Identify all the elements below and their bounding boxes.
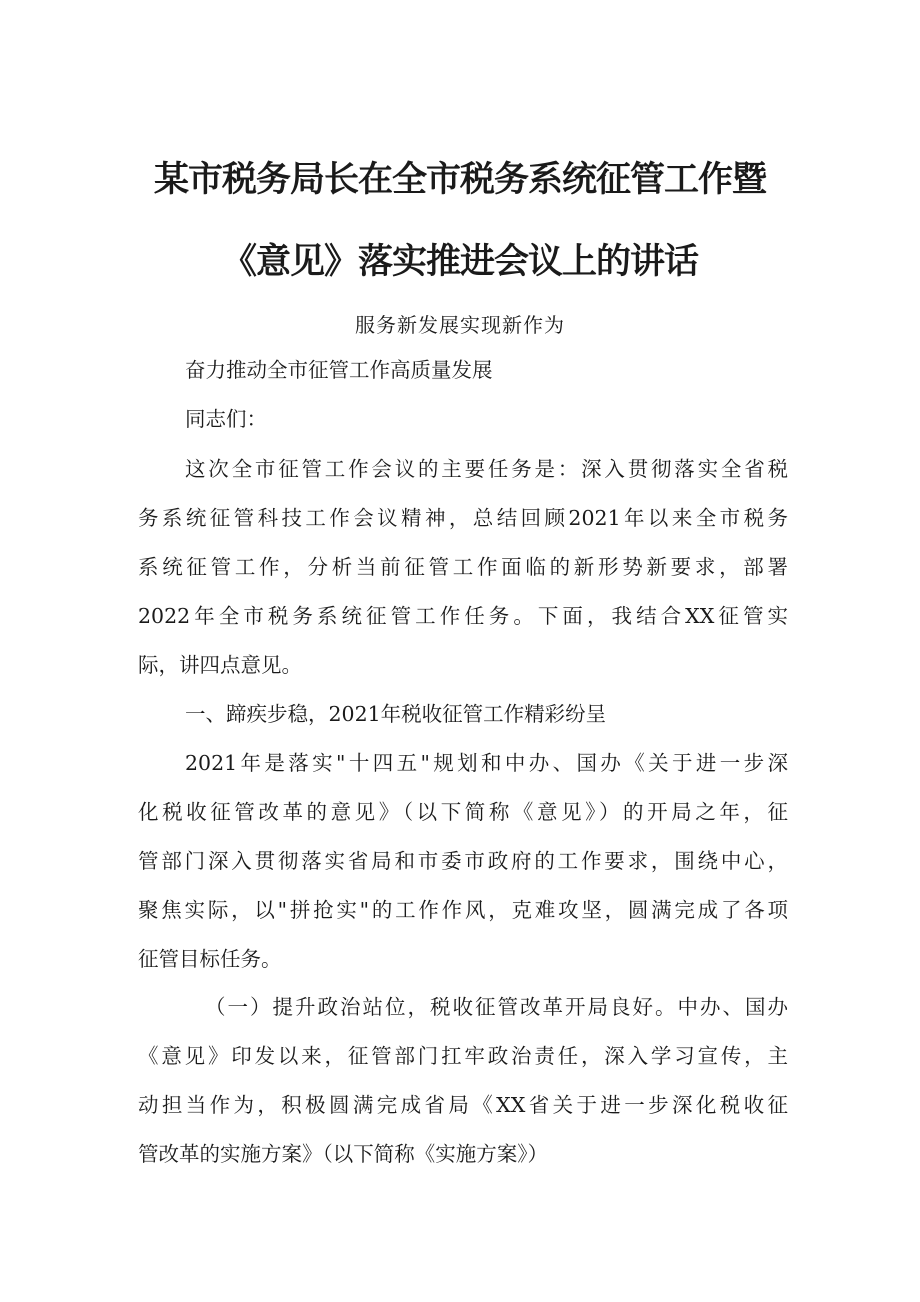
- paragraph-1-line-1: 这次全市征管工作会议的主要任务是：深入贯彻落实全省税: [185, 457, 788, 481]
- document-title-line-1: 某市税务局长在全市税务系统征管工作暨: [153, 160, 766, 200]
- paragraph-3-line-2: 《意见》印发以来，征管部门扛牢政治责任，深入学习宣传，主: [138, 1044, 788, 1068]
- paragraph-2-line-1: 2021年是落实"十四五"规划和中办、国办《关于进一步深: [185, 751, 788, 775]
- paragraph-3-line-1: （一）提升政治站位，税收征管改革开局良好。中办、国办: [205, 995, 788, 1019]
- paragraph-1-line-2: 务系统征管科技工作会议精神，总结回顾2021年以来全市税务: [138, 506, 788, 530]
- paragraph-1-line-5: 际，讲四点意见。: [138, 653, 302, 677]
- paragraph-2-line-2: 化税收征管改革的意见》（以下简称《意见》）的开局之年，征: [138, 800, 788, 824]
- paragraph-1-line-4: 2022年全市税务系统征管工作任务。下面，我结合XX征管实: [138, 604, 788, 628]
- paragraph-2-line-4: 聚焦实际，以"拼抢实"的工作作风，克难攻坚，圆满完成了各项: [138, 898, 788, 922]
- paragraph-2-line-3: 管部门深入贯彻落实省局和市委市政府的工作要求，围绕中心，: [138, 849, 788, 873]
- document-title-line-2: 《意见》落实推进会议上的讲话: [221, 242, 698, 282]
- paragraph-3-line-4: 管改革的实施方案》（以下简称《实施方案》）: [138, 1142, 548, 1166]
- paragraph-3-line-3: 动担当作为，积极圆满完成省局《XX省关于进一步深化税收征: [138, 1093, 788, 1117]
- document-subtitle-2: 奋力推动全市征管工作高质量发展: [185, 358, 493, 382]
- paragraph-2-line-5: 征管目标任务。: [138, 947, 282, 971]
- document-subtitle: 服务新发展实现新作为: [355, 313, 565, 337]
- salutation: 同志们：: [185, 407, 267, 431]
- paragraph-1-line-3: 系统征管工作，分析当前征管工作面临的新形势新要求，部署: [138, 555, 788, 579]
- section-heading-1: 一、蹄疾步稳，2021年税收征管工作精彩纷呈: [185, 702, 607, 726]
